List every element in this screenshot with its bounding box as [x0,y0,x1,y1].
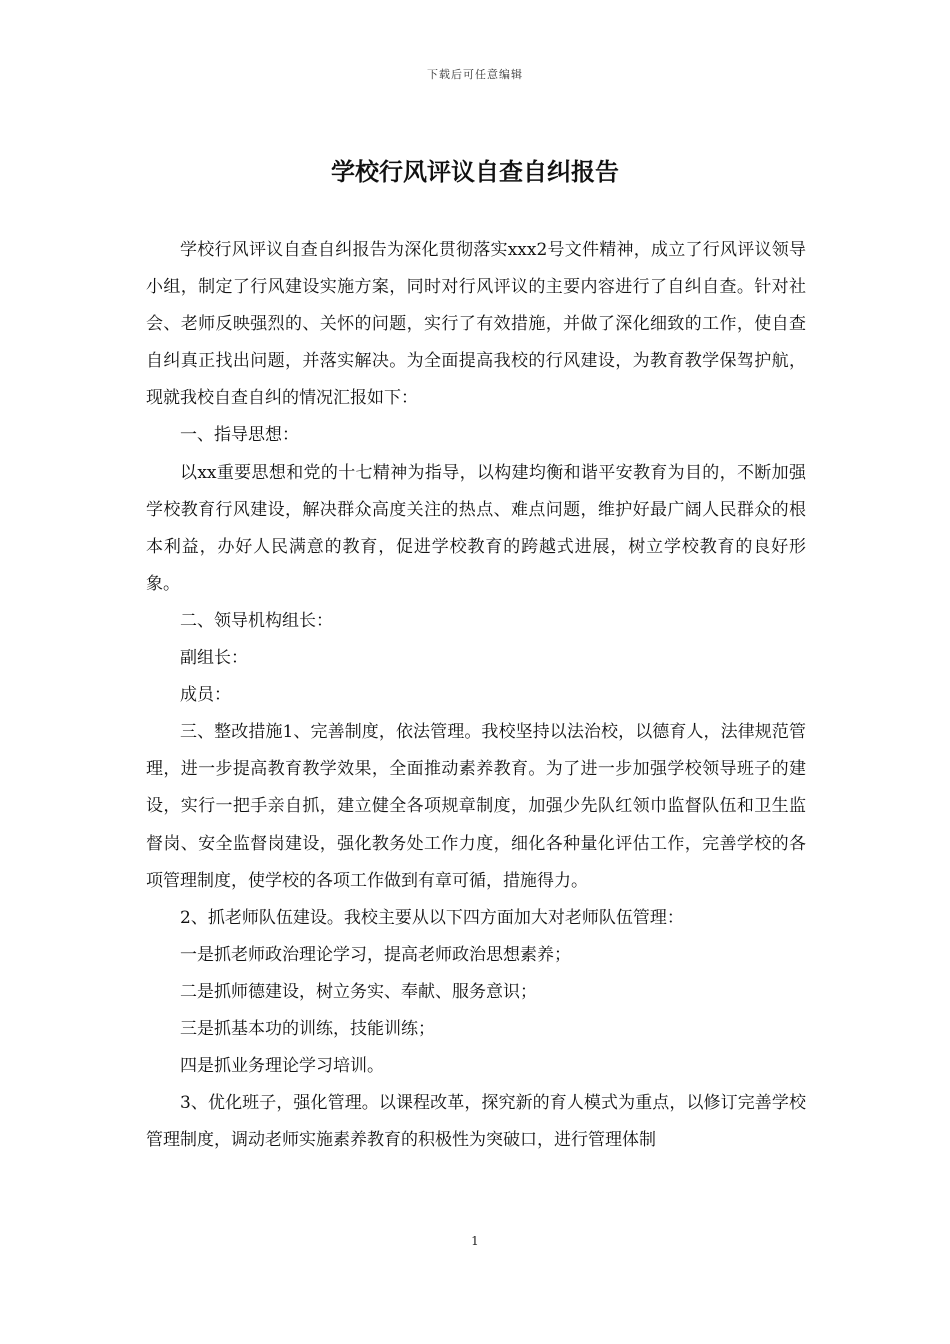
header-note: 下载后可任意编辑 [427,68,523,81]
page-number: 1 [471,1234,479,1248]
list-item-1: 一是抓老师政治理论学习，提高老师政治思想素养； [180,944,571,965]
list-item-2: 二是抓师德建设，树立务实、奉献、服务意识； [180,981,537,1002]
document-body [146,232,806,1159]
line-deputy-leader: 副组长： [180,648,248,669]
paragraph-measures-1: 三、整改措施1、完善制度，依法管理。我校坚持以法治校，以德育人，法律规范管理，进一步提高教育教学效果，全面推动素养教育。为了进一步加强学校领导班子的建设，实行一把手亲自抓，建立健全各项规章制度，加强少先队红领巾监督队伍和卫生监督岗、安全监督岗建设，强化教务处工作力度，细化各种量化评估工作，完善学校的各项管理制度，使学校的各项工作做到有章可循，措施得力。 [146,722,806,891]
paragraph-measures-3: 3、优化班子，强化管理。以课程改革，探究新的育人模式为重点，以修订完善学校管理制度，调动老师实施素养教育的积极性为突破口，进行管理体制 [146,1093,806,1151]
document-title: 学校行风评议自查自纠报告 [331,158,619,186]
paragraph-guiding-ideology: 以xx重要思想和党的十七精神为指导，以构建均衡和谐平安教育为目的，不断加强学校教育行风建设，解决群众高度关注的热点、难点问题，维护好最广阔人民群众的根本利益，办好人民满意的教育，促进学校教育的跨越式进展，树立学校教育的良好形象。 [146,462,806,594]
line-members: 成员： [180,685,231,706]
list-item-4: 四是抓业务理论学习培训。 [180,1056,384,1077]
paragraph-measures-2: 2、抓老师队伍建设。我校主要从以下四方面加大对老师队伍管理： [180,907,684,928]
paragraph-intro: 学校行风评议自查自纠报告为深化贯彻落实xxx2号文件精神，成立了行风评议领导小组，制定了行风建设实施方案，同时对行风评议的主要内容进行了自纠自查。针对社会、老师反映强烈的、关怀的问题，实行了有效措施，并做了深化细致的工作，使自查自纠真正找出问题，并落实解决。为全面提高我校的行风建设，为教育教学保驾护航，现就我校自查自纠的情况汇报如下： [146,240,806,409]
list-item-3: 三是抓基本功的训练，技能训练； [180,1018,435,1039]
heading-leadership: 二、领导机构组长： [180,610,333,631]
heading-guiding-ideology: 一、指导思想： [180,425,299,446]
